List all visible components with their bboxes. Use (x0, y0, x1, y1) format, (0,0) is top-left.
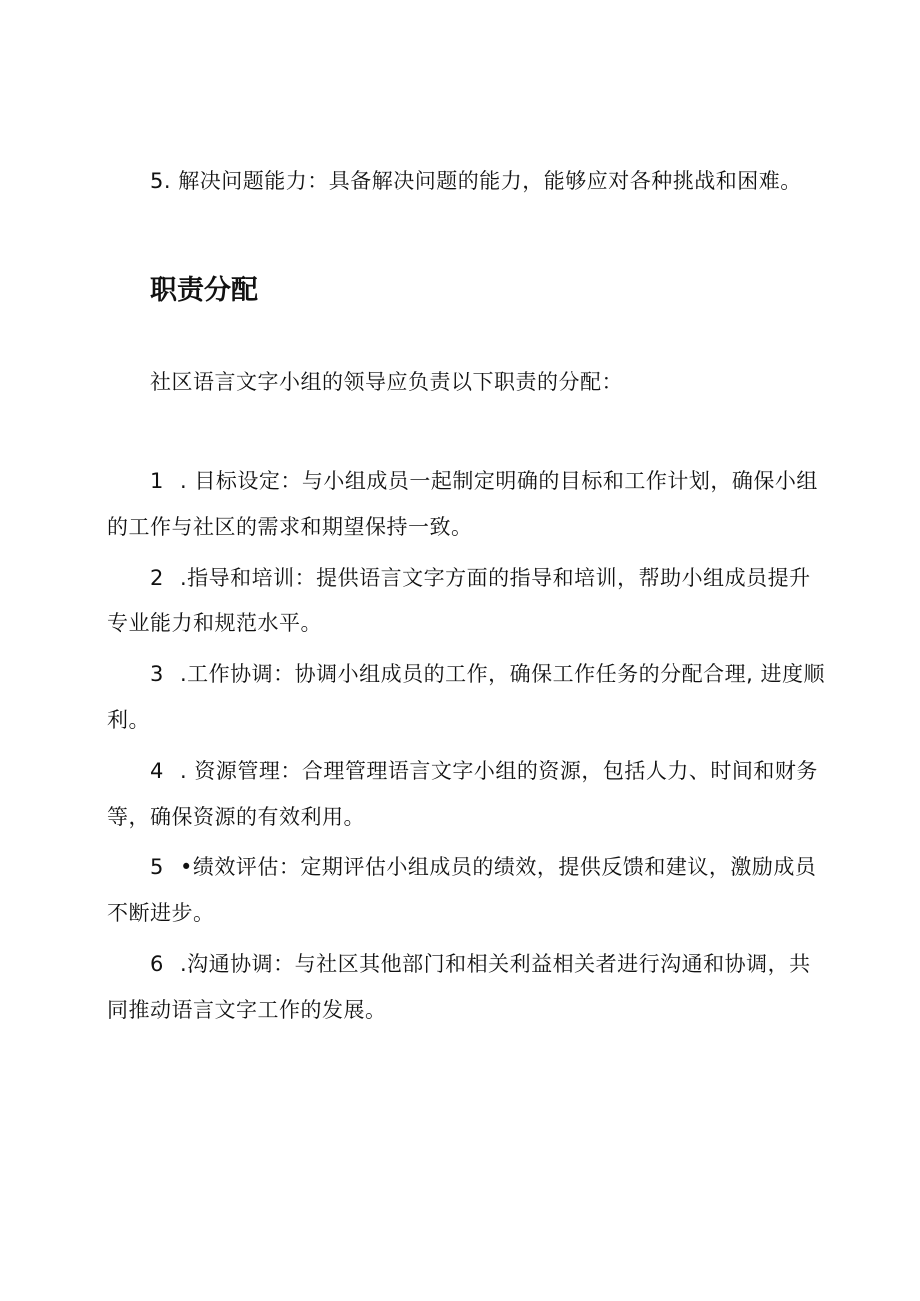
list-item-text: .指导和培训：提供语言文字方面的指导和培训，帮助小组成员提升 (180, 566, 811, 590)
list-item-4-line1 (150, 756, 818, 786)
list-item-text: •绩效评估：定期评估小组成员的绩效，提供反馈和建议，激励成员 (180, 855, 817, 879)
list-item-5-line2: 不断进步。 (107, 901, 215, 925)
list-item-6-line1 (150, 949, 811, 979)
section-heading: 职责分配 (150, 275, 258, 306)
list-item-number: 5 (150, 855, 164, 879)
list-item-2-line1 (150, 563, 811, 593)
list-item-number: 6 (150, 952, 164, 976)
list-item-1-line2: 的工作与社区的需求和期望保持一致。 (107, 515, 473, 539)
list-item-text: . 目标设定：与小组成员一起制定明确的目标和工作计划，确保小组 (180, 469, 818, 493)
list-item-text: .沟通协调：与社区其他部门和相关利益相关者进行沟通和协调，共 (180, 952, 811, 976)
list-item-text: .工作协调：协调小组成员的工作，确保工作任务的分配合理, 进度顺 (180, 662, 826, 686)
list-item-6-line2: 同推动语言文字工作的发展。 (107, 998, 387, 1022)
list-item-text: . 资源管理：合理管理语言文字小组的资源，包括人力、时间和财务 (180, 759, 818, 783)
list-item-number: 4 (150, 759, 164, 783)
list-item-2-line2: 专业能力和规范水平。 (107, 611, 322, 635)
list-item-number: 2 (150, 566, 164, 590)
list-item-3-line1 (150, 659, 825, 689)
list-item-4-line2: 等，确保资源的有效利用。 (107, 805, 365, 829)
list-item-5-line1 (150, 852, 816, 882)
list-item-number: 3 (150, 662, 164, 686)
list-item-1-line1 (150, 466, 818, 496)
list-item-number: 1 (150, 469, 164, 493)
section-intro: 社区语言文字小组的领导应负责以下职责的分配： (150, 370, 623, 394)
list-item-3-line2: 利。 (107, 708, 150, 732)
top-item-5: 5. 解决问题能力：具备解决问题的能力，能够应对各种挑战和困难。 (150, 169, 802, 193)
